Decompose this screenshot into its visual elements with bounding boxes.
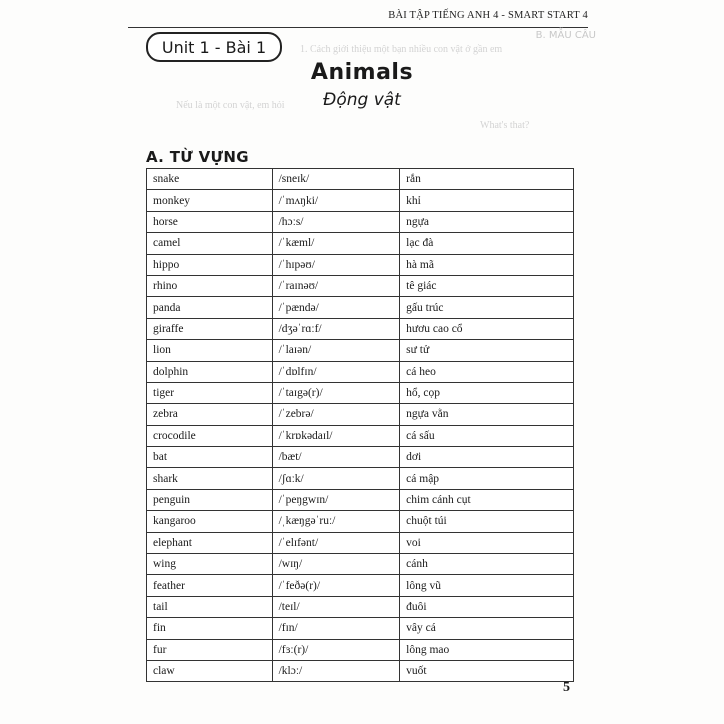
- bleed-through-line: Nếu là một con vật, em hỏi: [176, 100, 285, 111]
- vocab-word-cell: shark: [147, 468, 273, 489]
- vocab-word-cell: elephant: [147, 532, 273, 553]
- vocab-ipa-cell: /ˈmʌŋki/: [272, 190, 400, 211]
- table-row: [147, 575, 574, 596]
- table-row: [147, 318, 574, 339]
- table-row: [147, 532, 574, 553]
- table-row: [147, 639, 574, 660]
- section-heading-vocabulary: A. TỪ VỰNG: [146, 148, 249, 166]
- vocab-ipa-cell: /ˌkæŋgəˈruː/: [272, 511, 400, 532]
- table-row: [147, 190, 574, 211]
- bleed-through-line: 1. Cách giới thiệu một bạn nhiều con vật ở gần em: [300, 44, 503, 55]
- table-row: [147, 275, 574, 296]
- vocabulary-table: [146, 168, 574, 682]
- vocab-ipa-cell: /ˈkæml/: [272, 233, 400, 254]
- vocab-ipa-cell: /teɪl/: [272, 596, 400, 617]
- vocab-ipa-cell: /hɔːs/: [272, 211, 400, 232]
- vocab-word-cell: penguin: [147, 489, 273, 510]
- table-row: [147, 404, 574, 425]
- table-row: [147, 297, 574, 318]
- vocab-word-cell: tail: [147, 596, 273, 617]
- vocab-meaning-cell: cá heo: [400, 361, 574, 382]
- vocab-ipa-cell: /ʃɑːk/: [272, 468, 400, 489]
- vocab-word-cell: bat: [147, 447, 273, 468]
- vocab-word-cell: camel: [147, 233, 273, 254]
- vocab-ipa-cell: /bæt/: [272, 447, 400, 468]
- vocab-word-cell: zebra: [147, 404, 273, 425]
- vocab-word-cell: lion: [147, 340, 273, 361]
- vocab-ipa-cell: /ˈfeðə(r)/: [272, 575, 400, 596]
- vocab-word-cell: kangaroo: [147, 511, 273, 532]
- vocab-meaning-cell: ngựa: [400, 211, 574, 232]
- running-header: BÀI TẬP TIẾNG ANH 4 - SMART START 4: [388, 10, 588, 21]
- vocab-meaning-cell: hổ, cọp: [400, 382, 574, 403]
- vocab-meaning-cell: hà mã: [400, 254, 574, 275]
- table-row: [147, 447, 574, 468]
- vocab-word-cell: claw: [147, 660, 273, 681]
- vocab-ipa-cell: /ˈkrɒkədaɪl/: [272, 425, 400, 446]
- vocab-word-cell: giraffe: [147, 318, 273, 339]
- vocab-ipa-cell: /ˈlaɪən/: [272, 340, 400, 361]
- table-row: [147, 169, 574, 190]
- vocab-ipa-cell: /ˈzebrə/: [272, 404, 400, 425]
- table-row: [147, 254, 574, 275]
- bleed-through-line: What's that?: [480, 120, 530, 131]
- vocab-meaning-cell: sư tử: [400, 340, 574, 361]
- vocab-ipa-cell: /dʒəˈrɑːf/: [272, 318, 400, 339]
- vocab-meaning-cell: vuốt: [400, 660, 574, 681]
- vocab-meaning-cell: cá mập: [400, 468, 574, 489]
- vocab-meaning-cell: lông vũ: [400, 575, 574, 596]
- vocab-word-cell: hippo: [147, 254, 273, 275]
- bleed-through-section: B. MẪU CÂU: [535, 30, 596, 41]
- vocab-meaning-cell: vây cá: [400, 618, 574, 639]
- vocab-ipa-cell: /ˈhɪpəʊ/: [272, 254, 400, 275]
- table-row: [147, 489, 574, 510]
- vocab-word-cell: feather: [147, 575, 273, 596]
- vocab-ipa-cell: /wɪŋ/: [272, 554, 400, 575]
- vocab-meaning-cell: khỉ: [400, 190, 574, 211]
- vocab-word-cell: fur: [147, 639, 273, 660]
- table-row: [147, 425, 574, 446]
- vocab-ipa-cell: /fɪn/: [272, 618, 400, 639]
- table-row: [147, 618, 574, 639]
- vocab-word-cell: monkey: [147, 190, 273, 211]
- vocab-ipa-cell: /klɔː/: [272, 660, 400, 681]
- vocab-word-cell: crocodile: [147, 425, 273, 446]
- vocab-ipa-cell: /fɜː(r)/: [272, 639, 400, 660]
- header-rule: [128, 27, 588, 28]
- vocab-ipa-cell: /ˈpeŋgwɪn/: [272, 489, 400, 510]
- vocab-meaning-cell: lạc đà: [400, 233, 574, 254]
- table-row: [147, 211, 574, 232]
- vocab-word-cell: panda: [147, 297, 273, 318]
- vocab-meaning-cell: chim cánh cụt: [400, 489, 574, 510]
- vocab-meaning-cell: dơi: [400, 447, 574, 468]
- vocab-ipa-cell: /ˈelɪfənt/: [272, 532, 400, 553]
- vocab-ipa-cell: /ˈraɪnəʊ/: [272, 275, 400, 296]
- vocab-meaning-cell: đuôi: [400, 596, 574, 617]
- unit-badge: Unit 1 - Bài 1: [146, 32, 282, 62]
- table-row: [147, 382, 574, 403]
- vocab-ipa-cell: /ˈtaɪgə(r)/: [272, 382, 400, 403]
- page-title: Animals: [310, 60, 414, 85]
- table-row: [147, 511, 574, 532]
- vocab-word-cell: fin: [147, 618, 273, 639]
- vocab-word-cell: horse: [147, 211, 273, 232]
- vocab-meaning-cell: cánh: [400, 554, 574, 575]
- vocab-word-cell: wing: [147, 554, 273, 575]
- table-row: [147, 554, 574, 575]
- table-row: [147, 596, 574, 617]
- vocab-meaning-cell: lông mao: [400, 639, 574, 660]
- vocab-word-cell: dolphin: [147, 361, 273, 382]
- page-number: 5: [563, 680, 570, 695]
- vocab-meaning-cell: chuột túi: [400, 511, 574, 532]
- page-subtitle: Động vật: [323, 90, 401, 110]
- vocab-meaning-cell: voi: [400, 532, 574, 553]
- vocab-word-cell: snake: [147, 169, 273, 190]
- vocab-meaning-cell: cá sấu: [400, 425, 574, 446]
- vocab-ipa-cell: /ˈpændə/: [272, 297, 400, 318]
- table-row: [147, 660, 574, 681]
- vocab-ipa-cell: /sneɪk/: [272, 169, 400, 190]
- vocab-ipa-cell: /ˈdɒlfɪn/: [272, 361, 400, 382]
- table-row: [147, 361, 574, 382]
- table-row: [147, 340, 574, 361]
- vocab-word-cell: tiger: [147, 382, 273, 403]
- vocab-meaning-cell: hươu cao cổ: [400, 318, 574, 339]
- vocab-meaning-cell: rắn: [400, 169, 574, 190]
- vocab-meaning-cell: ngựa vằn: [400, 404, 574, 425]
- vocab-meaning-cell: gấu trúc: [400, 297, 574, 318]
- vocab-meaning-cell: tê giác: [400, 275, 574, 296]
- table-row: [147, 468, 574, 489]
- vocab-word-cell: rhino: [147, 275, 273, 296]
- table-row: [147, 233, 574, 254]
